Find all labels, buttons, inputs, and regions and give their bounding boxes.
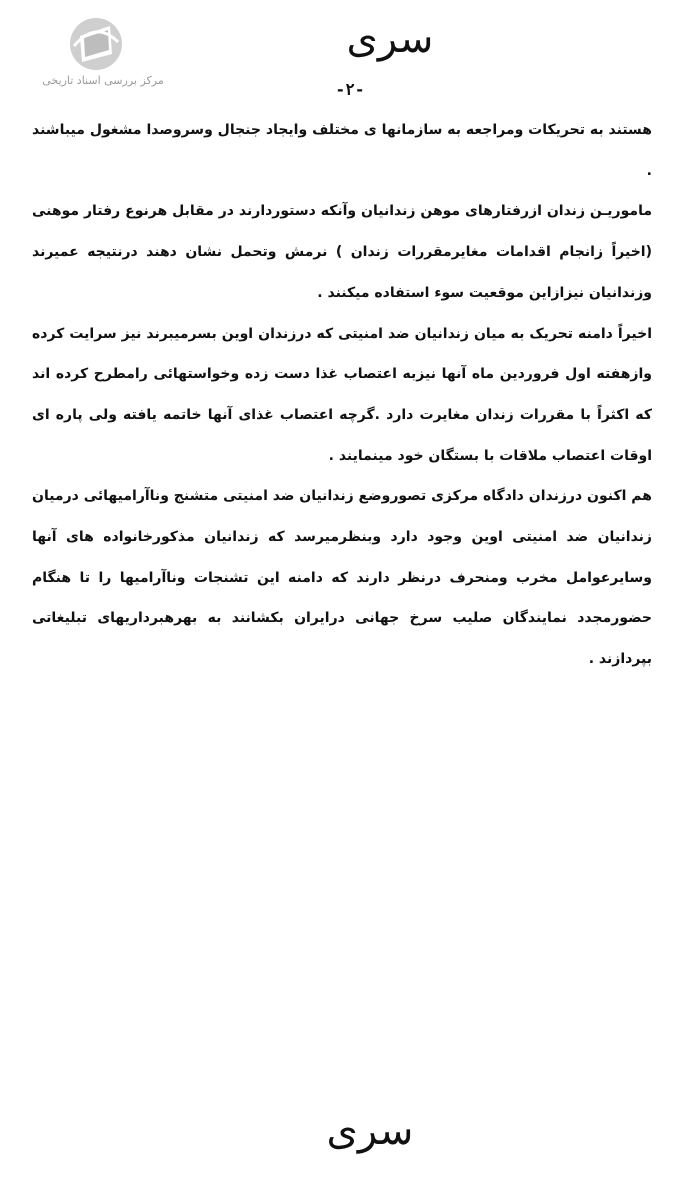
classification-mark-bottom: سرى [326, 1108, 414, 1154]
paragraph-3: اخیراً دامنه تحریک به میان زندانیان ضد امنیتی که درزندان اوین بسرمیبرند نیز سرایت کرده وازهفته اول فروردین ماه آنها نیزبه اعتصاب غذا دست زده وخواستهائی رامطرح کرده اند که اکثراً با مقررات زندان مغایرت دارد .گرچه اعتصاب غذای آنها خاتمه یافته ولی پاره ای اوقات اعتصاب ملاقات با بستگان خود مینمایند . [32, 325, 652, 464]
watermark-label: مرکز بررسی اسناد تاریخی [42, 74, 164, 87]
paragraph-2: ماموریـن زندان ازرفتارهای موهن زندانیان وآنکه دستوردارند در مقابل هرنوع رفتار موهنی (اخیراً زانجام اقدامات مغایرمقررات زندان ) نرمش وتحمل نشان دهند درنتیجه عمیرند وزندانیان نیزازاین موقعیت سوء استفاده میکنند . [32, 203, 652, 301]
page-number: -۲- [335, 80, 365, 99]
document-body [32, 110, 652, 680]
paragraph-1: هستند به تحریکات ومراجعه به سازمانها ی مختلف وایجاد جنجال وسروصدا مشغول میباشند . [32, 122, 652, 179]
paragraph-4: هم اکنون درزندان دادگاه مرکزی تصوروضع زندانیان ضد امنیتی متشنج وناآرامیهائی درمیان زندانیان ضد امنیتی اوین وجود دارد وبنظرمیرسد که زندانیان مذکورخانواده های آنها وسایرعوامل مخرب ومنحرف درنظر دارند که دامنه این تشنجات وناآرامیها را تا هنگام حضورمجدد نمایندگان صلیب سرخ جهانی درایران بکشانند به بهرهبرداریهای تبلیغاتی بپردازند . [32, 488, 652, 668]
classification-mark-top: سرى [346, 16, 434, 62]
